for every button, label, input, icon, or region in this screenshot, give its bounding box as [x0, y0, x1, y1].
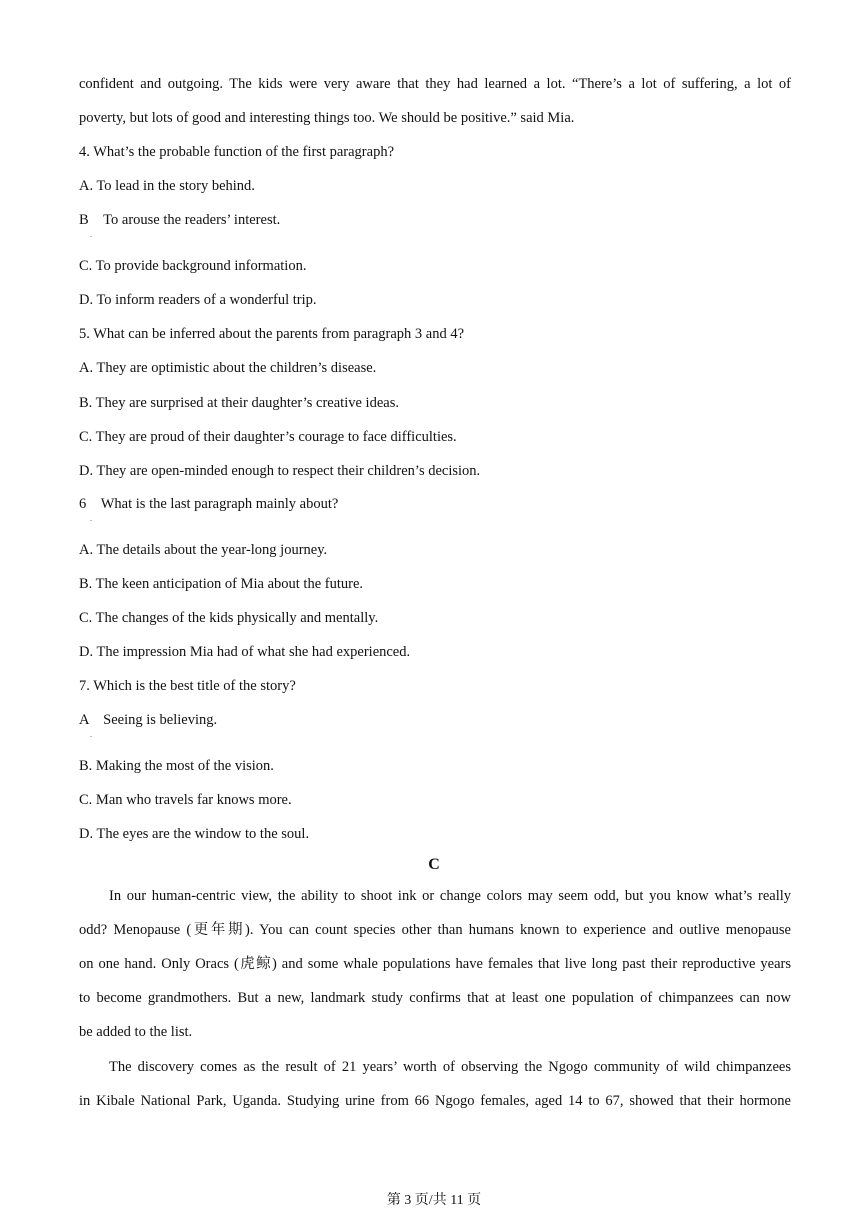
question-5-stem: 5. What can be inferred about the parents from paragraph 3 and 4? — [79, 326, 465, 342]
passage-c-paragraph-1-line: odd? Menopause (更年期). You can count species other than humans known to experience and outlive menopause — [79, 922, 791, 938]
punctuation-mark: . — [90, 514, 92, 523]
question-7-option-d: D. The eyes are the window to the soul. — [79, 826, 310, 842]
question-5-option-a: A. They are optimistic about the children’s disease. — [79, 360, 377, 376]
question-6-option-b: B. The keen anticipation of Mia about the future. — [79, 576, 364, 592]
section-heading: C — [428, 856, 440, 873]
page-number: 第 3 页/共 11 页 — [386, 1193, 482, 1208]
passage-c-paragraph-1-line: on one hand. Only Oracs (虎鲸) and some whale populations have females that live long past their reproductive years — [79, 956, 791, 972]
passage-c-paragraph-1-line: to become grandmothers. But a new, landmark study confirms that at least one population of chimpanzees can now — [79, 990, 791, 1006]
punctuation-mark: . — [90, 730, 92, 739]
question-6-option-d: D. The impression Mia had of what she had experienced. — [79, 644, 411, 660]
question-4-option-d: D. To inform readers of a wonderful trip. — [79, 292, 317, 308]
passage-text-line: poverty, but lots of good and interesting things too. We should be positive.” said Mia. — [79, 110, 575, 126]
question-4-option-c: C. To provide background information. — [79, 258, 307, 274]
question-5-option-d: D. They are open-minded enough to respect their children’s decision. — [79, 463, 481, 479]
question-7-stem: 7. Which is the best title of the story? — [79, 678, 296, 694]
question-6-option-c: C. The changes of the kids physically and mentally. — [79, 610, 379, 626]
question-4-stem: 4. What’s the probable function of the first paragraph? — [79, 144, 394, 160]
question-4-option-b: B To arouse the readers’ interest. — [79, 212, 281, 228]
passage-text-line: confident and outgoing. The kids were very aware that they had learned a lot. “There’s a lot of suffering, a lot of — [79, 76, 791, 92]
passage-c-paragraph-2-line: The discovery comes as the result of 21 years’ worth of observing the Ngogo community of wild chimpanzees — [109, 1059, 791, 1075]
question-6-stem: 6 What is the last paragraph mainly about? — [79, 496, 339, 512]
passage-c-paragraph-2-line: in Kibale National Park, Uganda. Studying urine from 66 Ngogo females, aged 14 to 67, showed that their hormone — [79, 1093, 791, 1109]
question-4-option-a: A. To lead in the story behind. — [79, 178, 255, 194]
question-5-option-c: C. They are proud of their daughter’s courage to face difficulties. — [79, 429, 457, 445]
punctuation-mark: . — [90, 230, 92, 239]
question-7-option-b: B. Making the most of the vision. — [79, 758, 274, 774]
passage-c-paragraph-1-line: In our human-centric view, the ability to shoot ink or change colors may seem odd, but you know what’s really — [109, 888, 791, 904]
question-5-option-b: B. They are surprised at their daughter’s creative ideas. — [79, 395, 399, 411]
passage-c-paragraph-1-line: be added to the list. — [79, 1024, 193, 1040]
question-7-option-c: C. Man who travels far knows more. — [79, 792, 292, 808]
question-6-option-a: A. The details about the year-long journey. — [79, 542, 328, 558]
question-7-option-a: A Seeing is believing. — [79, 712, 218, 728]
